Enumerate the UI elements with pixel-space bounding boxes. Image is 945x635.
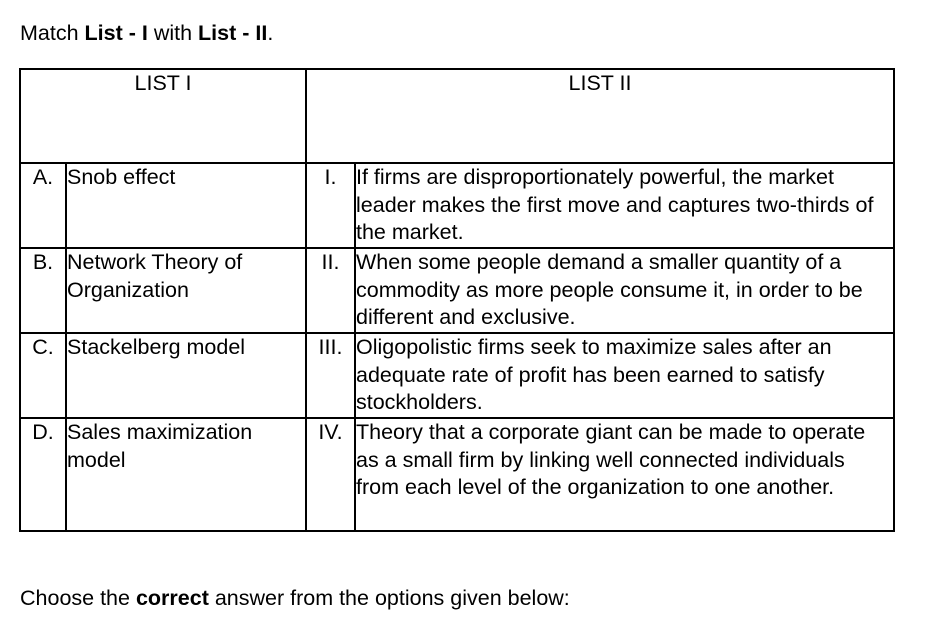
table-row [20,163,894,248]
list-one-item: Network Theory of Organization [66,248,306,333]
row-roman-numeral: II. [306,248,355,333]
table-row [20,333,894,418]
row-roman-numeral: IV. [306,418,355,531]
instruction-middle: with [147,21,199,45]
row-letter: B. [20,248,66,333]
table-row [20,418,894,531]
answer-instruction-suffix: answer from the options given below: [208,586,570,610]
list-one-item: Snob effect [66,163,306,248]
list-two-label: List - II [198,21,268,45]
list-one-item: Sales maximization model [66,418,306,531]
row-letter: A. [20,163,66,248]
answer-instruction-emphasis: correct [135,586,209,610]
list-two-header: LIST II [306,69,894,163]
list-one-item: Stackelberg model [66,333,306,418]
instruction-suffix: . [267,21,274,45]
list-two-item: Theory that a corporate giant can be made to operate as a small firm by linking well connected individuals from each level of the organization to one another. [355,418,894,531]
list-two-item: If firms are disproportionately powerful, the market leader makes the first move and captures two-thirds of the market. [355,163,894,248]
question-instruction [20,20,273,46]
row-roman-numeral: III. [306,333,355,418]
answer-instruction-prefix: Choose the [20,586,136,610]
table-header-row [20,69,894,163]
answer-instruction [20,585,570,611]
table-row [20,248,894,333]
list-two-item: When some people demand a smaller quantity of a commodity as more people consume it, in order to be different and exclusive. [355,248,894,333]
row-letter: D. [20,418,66,531]
row-roman-numeral: I. [306,163,355,248]
list-one-header: LIST I [20,69,306,163]
list-two-item: Oligopolistic firms seek to maximize sales after an adequate rate of profit has been earned to satisfy stockholders. [355,333,894,418]
instruction-prefix: Match [20,21,85,45]
row-letter: C. [20,333,66,418]
list-one-label: List - I [84,21,148,45]
match-table [19,68,895,532]
